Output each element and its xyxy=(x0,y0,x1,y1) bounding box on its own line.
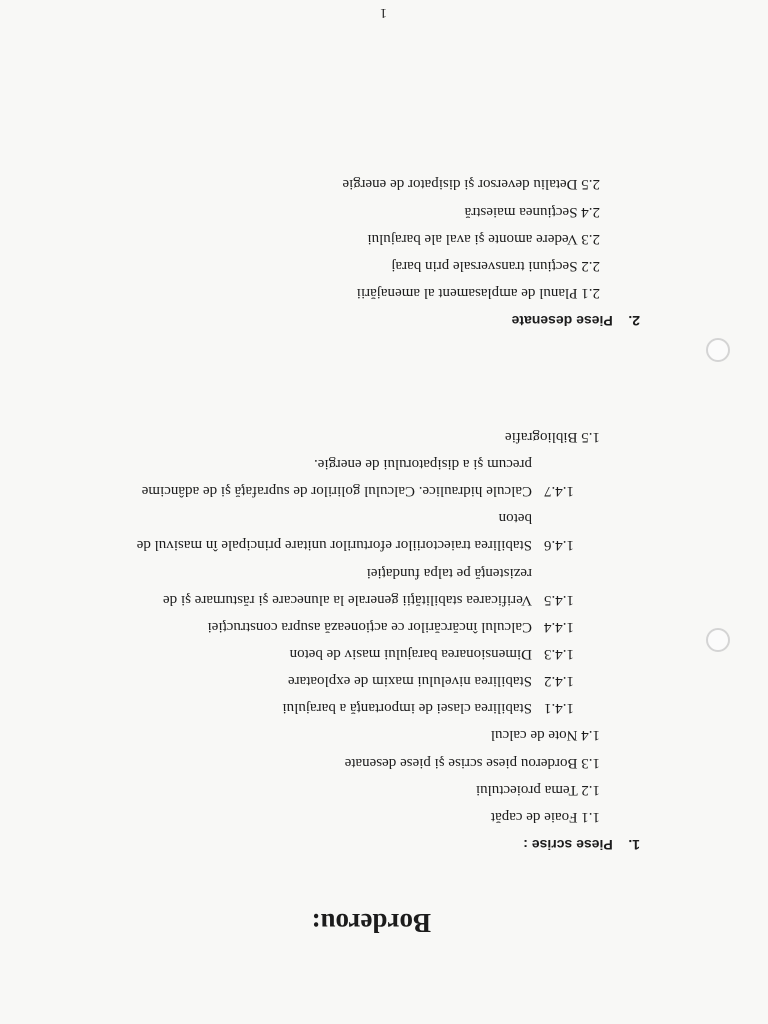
section-1-heading xyxy=(523,837,640,853)
list-item-1-4-4: 1.4.4Calculul încărcărilor ce acţionează asupra construcţiei xyxy=(207,619,574,635)
list-item-1-4-7-cont: precum şi a disipatorului de energie. xyxy=(314,456,532,472)
section-2-number: 2. xyxy=(628,313,640,329)
list-item-1-4-1: 1.4.1Stabilirea clasei de importanţă a barajului xyxy=(282,700,574,716)
list-item-1-4-3: 1.4.3Dimensionarea barajului masiv de beton xyxy=(289,646,574,662)
list-item-2-3: 2.3 Vedere amonte şi aval ale barajului xyxy=(367,231,600,247)
list-item-1-4: 1.4 Note de calcul xyxy=(490,727,600,743)
list-item-1-4-5-cont: rezistenţă pe talpa fundaţiei xyxy=(366,565,532,581)
list-item-1-4-2: 1.4.2Stabilirea nivelului maxim de exploatare xyxy=(287,673,574,689)
list-item-1-4-5: 1.4.5Verificarea stabilităţii generale la alunecare şi răsturnare şi de xyxy=(163,592,574,608)
list-item-1-4-6: 1.4.6Stabilirea traiectoriilor eforturilor unitare principale în masivul de xyxy=(136,537,574,553)
list-item-1-2: 1.2 Tema proiectului xyxy=(475,782,600,798)
list-item-2-1: 2.1 Planul de amplasament al amenajării xyxy=(356,285,600,301)
list-item-1-3: 1.3 Borderou piese scrise şi piese desenate xyxy=(344,755,600,771)
list-item-2-4: 2.4 Secţiunea maiestră xyxy=(464,204,600,220)
section-1-title: Piese scrise : xyxy=(523,837,613,853)
list-item-2-2: 2.2 Secţiuni transversale prin baraj xyxy=(391,258,600,274)
section-1-number: 1. xyxy=(628,837,640,853)
page-number: 1 xyxy=(380,5,387,20)
page-title: Borderou: xyxy=(311,908,431,938)
list-item-1-5: 1.5 Bibliografie xyxy=(505,429,600,445)
punch-hole-decoration xyxy=(706,338,730,362)
list-item-1-4-6-cont: beton xyxy=(498,510,532,526)
punch-hole-decoration xyxy=(706,628,730,652)
list-item-1-4-7: 1.4.7Calcule hidraulice. Calculul golirilor de suprafaţă şi de adâncime xyxy=(141,483,574,499)
section-2-heading xyxy=(512,313,640,329)
section-2-title: Piese desenate xyxy=(511,313,613,329)
list-item-1-1: 1.1 Foaie de capăt xyxy=(490,809,600,825)
list-item-2-5: 2.5 Detaliu deversor şi disipator de energie xyxy=(342,176,600,192)
